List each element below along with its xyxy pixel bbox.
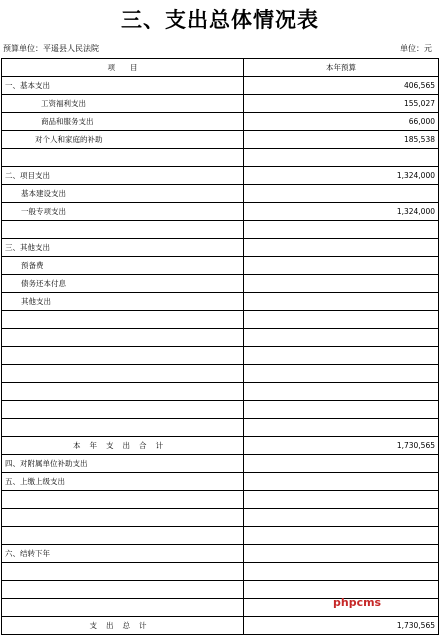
row-value: 406,565: [244, 77, 439, 95]
table-row: [2, 77, 439, 95]
table-row: [2, 275, 439, 293]
table-row: [2, 95, 439, 113]
row-value: [244, 275, 439, 293]
row-label: 商品和服务支出: [2, 113, 244, 131]
currency-unit-label: 单位：元: [400, 44, 432, 53]
table-row-empty: [2, 509, 439, 527]
table-row: [2, 131, 439, 149]
row-label: 基本建设支出: [2, 185, 244, 203]
table-row-empty: [2, 311, 439, 329]
row-label: 其他支出: [2, 293, 244, 311]
header-budget: 本年预算: [244, 59, 439, 77]
table-row: [2, 239, 439, 257]
row-label: 预备费: [2, 257, 244, 275]
table-row-empty: [2, 221, 439, 239]
row-label: 一般专项支出: [2, 203, 244, 221]
table-row-empty: [2, 347, 439, 365]
table-row-empty: [2, 329, 439, 347]
table-row: [2, 185, 439, 203]
row-value: [244, 185, 439, 203]
row-value: 155,027: [244, 95, 439, 113]
budget-unit-label: 预算单位：平遥县人民法院: [3, 44, 99, 53]
row-value: 1,730,565: [244, 437, 439, 455]
table-row-subtotal: [2, 437, 439, 455]
table-row: [2, 545, 439, 563]
expenditure-table: [1, 58, 439, 635]
row-value: [244, 455, 439, 473]
row-value: 66,000: [244, 113, 439, 131]
table-row: [2, 257, 439, 275]
table-row-empty: [2, 149, 439, 167]
table-row: [2, 293, 439, 311]
row-value: 185,538: [244, 131, 439, 149]
row-label: 五、上缴上级支出: [2, 473, 244, 491]
header-item: 项 目: [2, 59, 244, 77]
table-row: [2, 473, 439, 491]
table-row-total: [2, 617, 439, 635]
table-row-empty: [2, 383, 439, 401]
row-label: 工资福利支出: [2, 95, 244, 113]
row-value: 1,324,000: [244, 167, 439, 185]
row-value: [244, 545, 439, 563]
row-label: 一、基本支出: [2, 77, 244, 95]
row-label: 支出总计: [2, 617, 244, 635]
row-value: [244, 239, 439, 257]
table-row: [2, 167, 439, 185]
table-row-empty: [2, 491, 439, 509]
row-label: 三、其他支出: [2, 239, 244, 257]
row-value: 1,730,565: [244, 617, 439, 635]
row-value: [244, 473, 439, 491]
table-row-empty: [2, 401, 439, 419]
table-row-empty: [2, 419, 439, 437]
table-row-empty: [2, 527, 439, 545]
row-label: 本年支出合计: [2, 437, 244, 455]
row-label: 四、对附属单位补助支出: [2, 455, 244, 473]
table-row-empty: [2, 365, 439, 383]
row-label: 对个人和家庭的补助: [2, 131, 244, 149]
table-row: [2, 113, 439, 131]
row-value: [244, 257, 439, 275]
row-label: 二、项目支出: [2, 167, 244, 185]
page-title: 三、支出总体情况表: [121, 7, 319, 32]
row-label: 六、结转下年: [2, 545, 244, 563]
table-row: [2, 203, 439, 221]
row-label: 债务还本付息: [2, 275, 244, 293]
row-value: 1,324,000: [244, 203, 439, 221]
row-value: [244, 293, 439, 311]
table-header-row: [2, 59, 439, 77]
table-row: [2, 455, 439, 473]
watermark-logo: phpcms: [333, 596, 382, 609]
table-row-empty: [2, 563, 439, 581]
